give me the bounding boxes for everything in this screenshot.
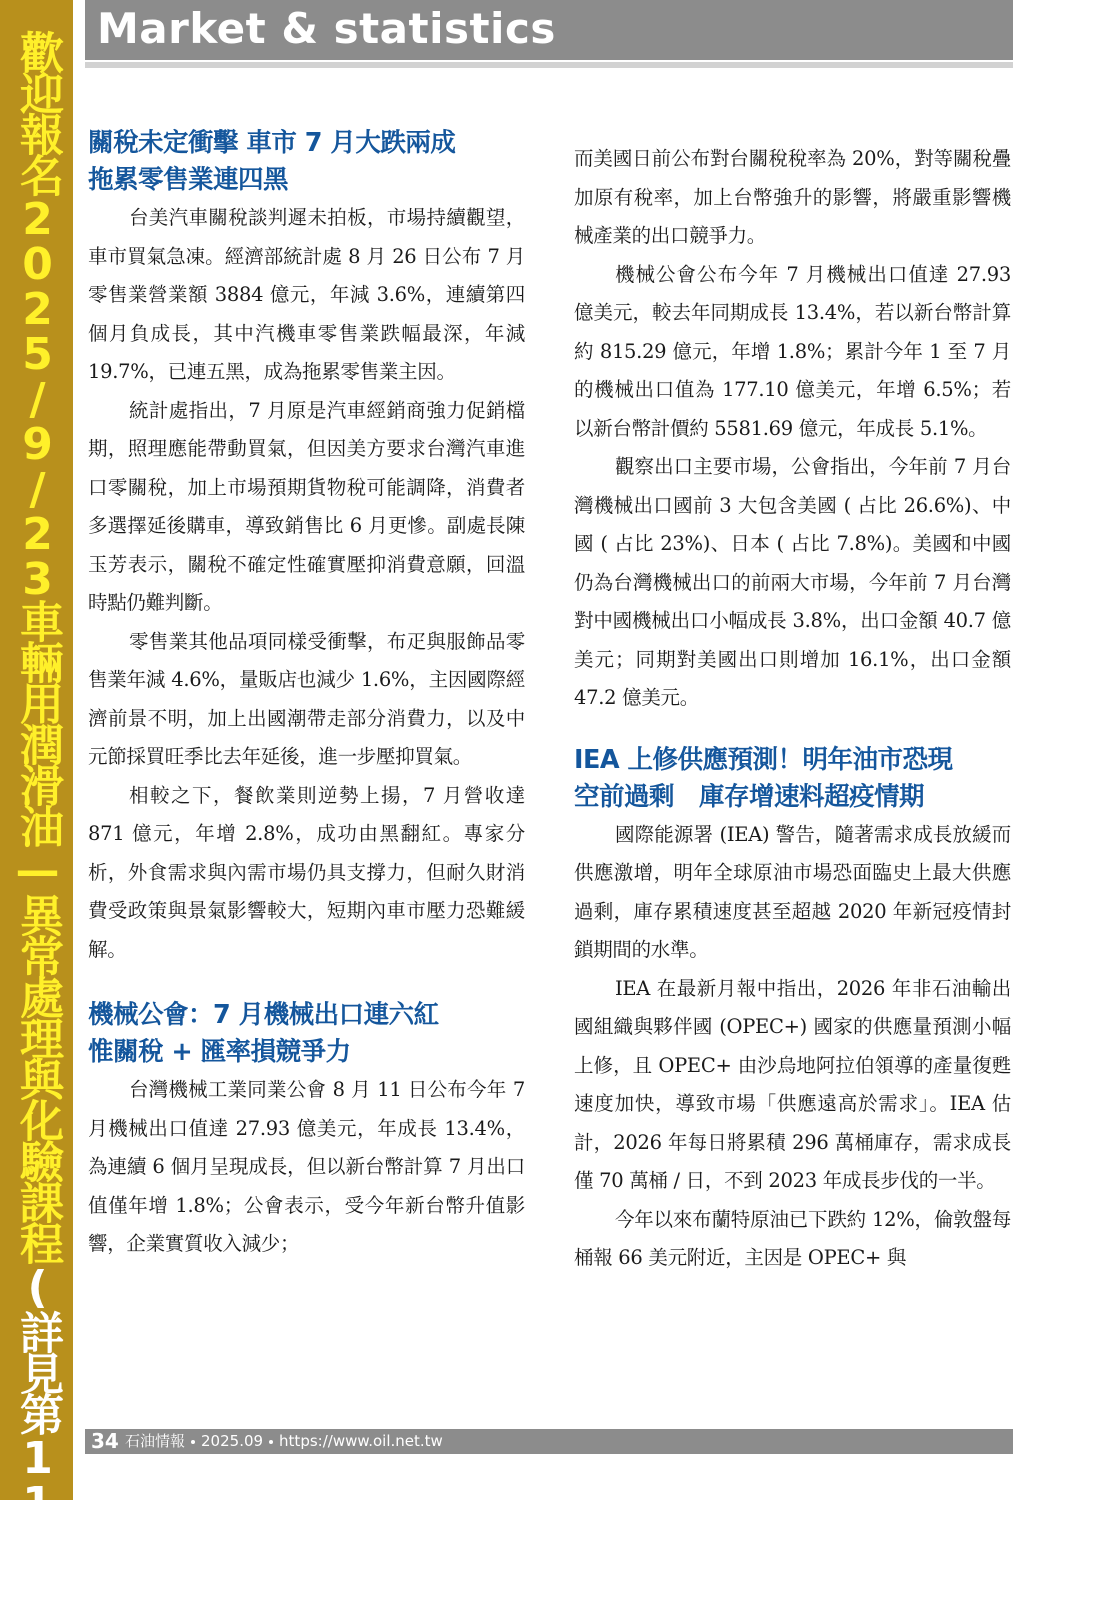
article-paragraph: 台美汽車關稅談判遲未拍板，市場持續觀望，車市買氣急凍。經濟部統計處 8 月 26 日公布 7 月零售業營業額 3884 億元，年減 3.6%，連續第四個月負成長，其中汽機車零售業跌幅最深，年減 19.7%，已連五黑，成為拖累零售業主因。 <box>88 206 525 383</box>
side-banner-text <box>8 30 66 1612</box>
page-number: 34 <box>91 1429 119 1453</box>
side-banner-date: 2025/9/23 <box>12 194 63 599</box>
article-title-line: 惟關稅 + 匯率損競爭力 <box>88 1037 351 1067</box>
article-title-line: IEA 上修供應預測！明年油市恐現 <box>574 744 953 775</box>
side-banner <box>0 0 73 1612</box>
side-banner-part3: (詳見第 <box>12 1262 63 1433</box>
article-paragraph: 零售業其他品項同樣受衝擊，布疋與服飾品零售業年減 4.6%，量販店也減少 1.6%，主因國際經濟前景不明，加上出國潮帶走部分消費力，以及中元節採買旺季比去年延後，進一步壓抑買氣。 <box>88 629 525 768</box>
article-paragraph: 台灣機械工業同業公會 8 月 11 日公布今年 7 月機械出口值達 27.93 億美元，年成長 13.4%，為連續 6 個月呈現成長，但以新台幣計算 7 月出口值僅年增 1.8%；公會表示，受今年新台幣升值影響，企業實質收入減少； <box>88 1078 525 1255</box>
issue-date: 2025.09 <box>201 1432 264 1450</box>
publication-name: 石油情報 <box>125 1432 186 1450</box>
article-title-machinery <box>88 997 525 1071</box>
article-paragraph: 相較之下，餐飲業則逆勢上揚，7 月營收達 871 億元，年增 2.8%，成功由黑翻紅。專家分析，外食需求與內需市場仍具支撐力，但耐久財消費受政策與景氣影響較大，短期內車市壓力恐難緩解。 <box>88 783 525 961</box>
article-paragraph: IEA 在最新月報中指出，2026 年非石油輸出國組織與夥伴國 (OPEC+) 國家的供應量預測小幅上修，且 OPEC+ 由沙烏地阿拉伯領導的產量復甦速度加快，導致市場「供應遠高於需求」。IEA 估計，2026 年每日將累積 296 萬桶庫存，需求成長僅 70 萬桶 / 日，不到 2023 年成長步伐的一半。 <box>574 976 1011 1192</box>
article-title-auto-market <box>88 125 525 199</box>
separator-dot-icon <box>269 1440 273 1444</box>
footer-publication-info <box>125 1429 443 1454</box>
article-title-iea <box>574 742 1011 816</box>
article-paragraph: 觀察出口主要市場，公會指出，今年前 7 月台灣機械出口國前 3 大包含美國 ( 占比 26.6%)、中國 ( 占比 23%)、日本 ( 占比 7.8%)。美國和中國仍為台灣機械出口的前兩大市場，今年前 7 月台灣對中國機械出口小幅成長 3.8%，出口金額 40.7 億美元；同期對美國出口則增加 16.1%，出口金額 47.2 億美元。 <box>574 455 1011 709</box>
article-title-line: 拖累零售業連四黑 <box>88 165 289 195</box>
left-column <box>88 125 525 1264</box>
page-footer <box>85 1429 1013 1454</box>
article-paragraph: 今年以來布蘭特原油已下跌約 12%，倫敦盤每桶報 66 美元附近，主因是 OPEC+ 與 <box>574 1207 1011 1269</box>
article-paragraph: 統計處指出，7 月原是汽車經銷商強力促銷檔期，照理應能帶動買氣，但因美方要求台灣汽車進口零關稅，加上市場預期貨物稅可能調降，消費者多選擇延後購車，導致銷售比 6 月更慘。副處長陳玉芳表示，關稅不確定性確實壓抑消費意願，回溫時點仍難判斷。 <box>88 398 525 614</box>
side-banner-page-ref: 11 <box>12 1433 63 1523</box>
article-title-line: 關稅未定衝擊 車市 7 月大跌兩成 <box>88 128 456 158</box>
side-banner-part4: 頁) <box>12 1523 63 1612</box>
article-paragraph: 國際能源署 (IEA) 警告，隨著需求成長放緩而供應激增，明年全球原油市場恐面臨史上最大供應過剩，庫存累積速度甚至超越 2020 年新冠疫情封鎖期間的水準。 <box>574 822 1011 961</box>
article-title-line: 空前過剩 庫存增速料超疫情期 <box>574 781 925 812</box>
article-paragraph: 機械公會公布今年 7 月機械出口值達 27.93 億美元，較去年同期成長 13.4%，若以新台幣計算約 815.29 億元，年增 1.8%；累計今年 1 至 7 月的機械出口值為 177.10 億美元，年增 6.5%；若以新台幣計價約 5581.69 億元，年成長 5.1%。 <box>574 262 1011 440</box>
right-column <box>574 140 1011 1278</box>
side-banner-part2: 車輛用潤滑油—異常處理與化驗課程 <box>12 599 63 1262</box>
section-header <box>85 0 1013 60</box>
header-divider <box>85 62 1013 68</box>
website-link[interactable]: https://www.oil.net.tw <box>279 1432 443 1450</box>
article-title-line: 機械公會：7 月機械出口連六紅 <box>88 1000 439 1030</box>
separator-dot-icon <box>191 1440 195 1444</box>
side-banner-part1: 歡迎報名 <box>12 30 63 194</box>
section-title: Market & statistics <box>97 4 556 53</box>
article-paragraph-continued: 而美國日前公布對台關稅稅率為 20%，對等關稅疊加原有稅率，加上台幣強升的影響，將嚴重影響機械產業的出口競爭力。 <box>574 147 1011 247</box>
